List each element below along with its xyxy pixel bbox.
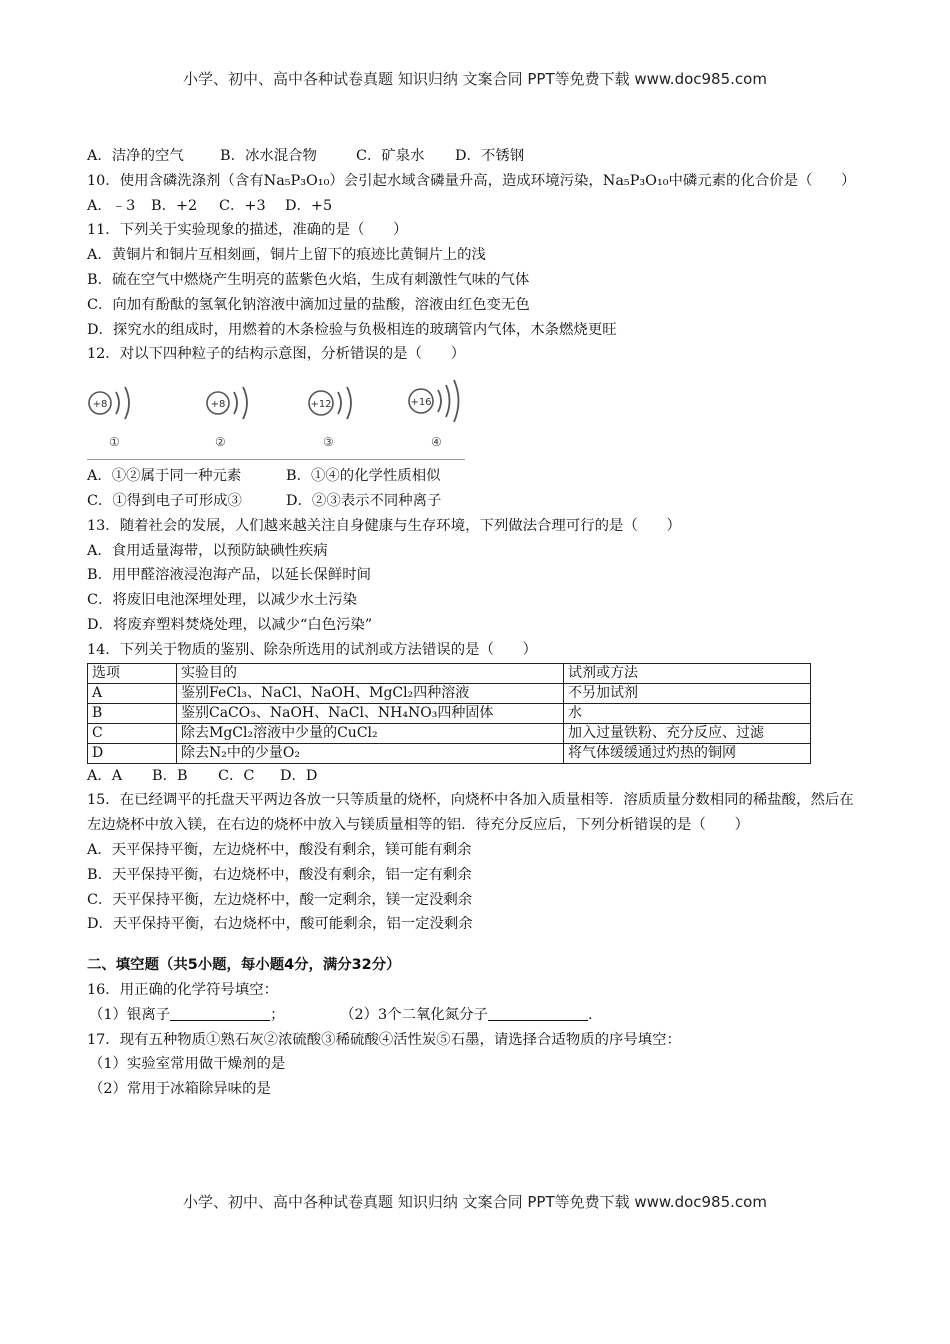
table-header: 试剂或方法 <box>564 663 811 683</box>
table-header-row <box>88 663 811 683</box>
option: B．B <box>152 767 188 784</box>
q17-sub1: （1）实验室常用做干燥剂的是 <box>89 1056 286 1073</box>
particle-label-3: ③ <box>323 435 334 450</box>
q17-stem: 17．现有五种物质①熟石灰②浓硫酸③稀硫酸④活性炭⑤石墨，请选择合适物质的序号填空： <box>87 1031 681 1048</box>
table-row <box>88 683 811 703</box>
q15-stem: 15．在已经调平的托盘天平两边各放一只等质量的烧杯，向烧杯中各加入质量相等．溶质质量分数相同的稀盐酸，然后在左边烧杯中放入镁，在右边的烧杯中放入与镁质量相等的铝．待充分反应后，下列分析错误的是（ ） <box>87 792 854 834</box>
q13-stem: 13．随着社会的发展，人们越来越关注自身健康与生存环境，下列做法合理可行的是（ ） <box>87 517 681 534</box>
answer-blank[interactable] <box>488 1006 588 1021</box>
table-cell: 鉴别FeCl₃、NaCl、NaOH、MgCl₂四种溶液 <box>177 683 564 703</box>
page-header: 小学、初中、高中各种试卷真题 知识归纳 文案合同 PPT等免费下载 www.doc985.com <box>183 70 767 88</box>
q11-option-c: C．向加有酚酞的氢氧化钠溶液中滴加过量的盐酸，溶液由红色变无色 <box>87 296 530 313</box>
nucleus-charge: +16 <box>410 397 432 409</box>
table-header: 实验目的 <box>177 663 564 683</box>
table-cell: B <box>88 703 177 723</box>
q16-separator: ； <box>270 1006 285 1023</box>
nucleus-charge: +8 <box>210 399 226 411</box>
page-footer: 小学、初中、高中各种试卷真题 知识归纳 文案合同 PPT等免费下载 www.doc985.com <box>183 1193 767 1211</box>
option: B．①④的化学性质相似 <box>286 468 441 485</box>
table-cell: 水 <box>564 703 811 723</box>
q14-table <box>87 663 811 764</box>
q14-stem: 14．下列关于物质的鉴别、除杂所选用的试剂或方法错误的是（ ） <box>87 641 538 658</box>
table-row <box>88 723 811 743</box>
table-row <box>88 703 811 723</box>
q17-sub2: （2）常用于冰箱除异味的是 <box>89 1081 271 1098</box>
q13-option-c: C．将废旧电池深埋处理，以减少水土污染 <box>87 592 358 609</box>
table-cell: 加入过量铁粉、充分反应、过滤 <box>564 723 811 743</box>
particle-label-2: ② <box>215 435 226 450</box>
particle-diagram-4 <box>405 377 475 429</box>
nucleus-charge: +8 <box>92 399 108 411</box>
q9-options <box>87 144 867 169</box>
table-cell: 不另加试剂 <box>564 683 811 703</box>
table-cell: 将气体缓缓通过灼热的铜网 <box>564 743 811 763</box>
q13-option-d: D．将废弃塑料焚烧处理，以减少“白色污染” <box>87 616 373 633</box>
q13-option-a: A．食用适量海带，以预防缺碘性疾病 <box>87 542 328 559</box>
option: A．①②属于同一种元素 <box>87 468 242 485</box>
table-cell: 除去N₂中的少量O₂ <box>177 743 564 763</box>
q12-options-row1 <box>87 464 867 489</box>
q11-option-d: D．探究水的组成时，用燃着的木条检验与负极相连的玻璃管内气体，木条燃烧更旺 <box>87 321 617 338</box>
table-cell: D <box>88 743 177 763</box>
table-cell: A <box>88 683 177 703</box>
option: A．洁净的空气 <box>87 148 184 164</box>
particle-label-4: ④ <box>431 435 442 450</box>
q12-stem: 12．对以下四种粒子的结构示意图，分析错误的是（ ） <box>87 346 466 363</box>
particle-diagram-1 <box>87 381 147 429</box>
particle-structure-figure <box>87 375 465 460</box>
q16-end: . <box>587 1006 593 1023</box>
option: D．②③表示不同种离子 <box>286 492 442 509</box>
q11-option-a: A．黄铜片和铜片互相刻画，铜片上留下的痕迹比黄铜片上的浅 <box>87 247 486 264</box>
option: A．A <box>87 767 123 784</box>
particle-diagram-2 <box>205 381 265 429</box>
table-row <box>88 743 811 763</box>
q15-option-c: C．天平保持平衡，左边烧杯中，酸一定剩余，镁一定没剩余 <box>87 891 473 908</box>
q11-stem: 11．下列关于实验现象的描述，准确的是（ ） <box>87 222 408 239</box>
q16-part2: （2）3个二氧化氮分子 <box>340 1006 488 1023</box>
table-header: 选项 <box>88 663 177 683</box>
section-title: 二、填空题（共5小题，每小题4分，满分32分） <box>87 957 401 974</box>
q11-option-b: B．硫在空气中燃烧产生明亮的蓝紫色火焰，生成有刺激性气味的气体 <box>87 271 530 288</box>
q16-blanks <box>87 1003 867 1028</box>
particle-label-1: ① <box>109 435 120 450</box>
option: D．D <box>280 767 318 784</box>
option: C．①得到电子可形成③ <box>87 492 242 509</box>
option: C．C <box>218 767 255 784</box>
q12-options-row2 <box>87 489 867 514</box>
option: A．﹣3 <box>87 197 136 214</box>
q16-stem: 16．用正确的化学符号填空： <box>87 981 278 998</box>
q15-option-a: A．天平保持平衡，左边烧杯中，酸没有剩余，镁可能有剩余 <box>87 841 472 858</box>
q15-option-b: B．天平保持平衡，右边烧杯中，酸没有剩余，铝一定有剩余 <box>87 866 472 883</box>
q10-options <box>87 194 867 219</box>
table-cell: C <box>88 723 177 743</box>
q10-stem: 10．使用含磷洗涤剂（含有Na₅P₃O₁₀）会引起水域含磷量升高，造成环境污染，Na₅P₃O₁₀中磷元素的化合价是（ ） <box>87 172 856 189</box>
option: B．冰水混合物 <box>220 148 317 164</box>
q14-options <box>87 764 867 789</box>
q16-part1: （1）银离子 <box>89 1006 171 1023</box>
answer-blank[interactable] <box>170 1006 270 1021</box>
option: D．不锈钢 <box>455 148 525 164</box>
nucleus-charge: +12 <box>310 399 332 411</box>
option: B．+2 <box>151 197 198 214</box>
q13-option-b: B．用甲醛溶液浸泡海产品，以延长保鲜时间 <box>87 567 371 584</box>
option: C．矿泉水 <box>356 148 425 164</box>
particle-diagram-3 <box>307 381 371 429</box>
option: C．+3 <box>219 197 266 214</box>
q15-option-d: D．天平保持平衡，右边烧杯中，酸可能剩余，铝一定没剩余 <box>87 916 473 933</box>
exam-content <box>87 144 867 1102</box>
option: D．+5 <box>285 197 333 214</box>
table-cell: 鉴别CaCO₃、NaOH、NaCl、NH₄NO₃四种固体 <box>177 703 564 723</box>
table-cell: 除去MgCl₂溶液中少量的CuCl₂ <box>177 723 564 743</box>
